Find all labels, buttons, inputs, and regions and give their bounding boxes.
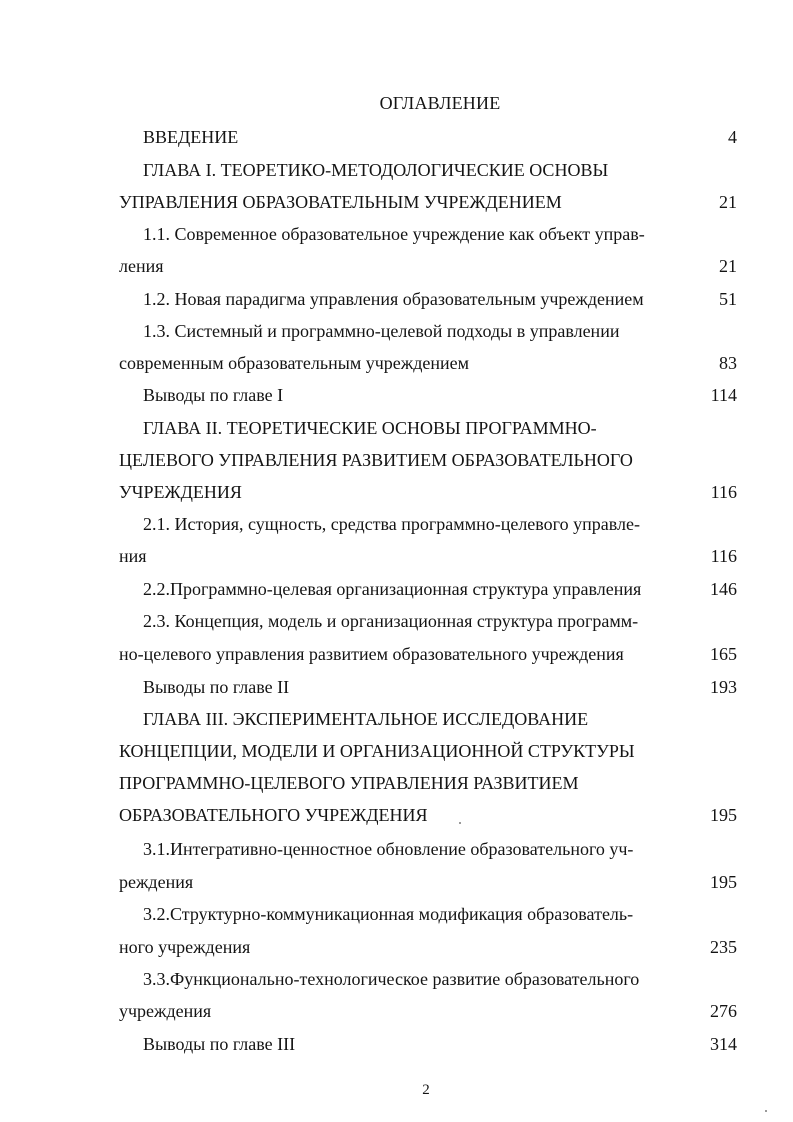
toc-line-section-3-2: 3.2.Структурно-коммуникационная модификация образователь-: [143, 904, 634, 924]
toc-line-section-1-3: 1.3. Системный и программно-целевой подходы в управлении: [143, 321, 620, 341]
toc-line-section-1-1: 1.1. Современное образовательное учреждение как объект управ-: [143, 224, 645, 244]
toc-page-number: 195: [710, 872, 737, 892]
toc-page-number: 21: [719, 192, 737, 212]
toc-line-section-2-2: 2.2.Программно-целевая организационная структура управления: [143, 579, 642, 599]
toc-page-number: 114: [710, 385, 737, 405]
toc-page-number: 195: [710, 805, 737, 825]
toc-line-chapter-3-cont2: ПРОГРАММНО-ЦЕЛЕВОГО УПРАВЛЕНИЯ РАЗВИТИЕМ: [119, 773, 579, 793]
toc-line-section-1-1-cont: ления: [119, 256, 164, 276]
toc-page-number: 116: [710, 546, 737, 566]
toc-page-number: 165: [710, 644, 737, 664]
page-title: ОГЛАВЛЕНИЕ: [379, 93, 501, 113]
toc-line-section-2-3: 2.3. Концепция, модель и организационная структура программ-: [143, 611, 639, 631]
toc-line-section-3-1-cont: реждения: [119, 872, 194, 892]
toc-line-section-1-2: 1.2. Новая парадигма управления образовательным учреждением: [143, 289, 644, 309]
toc-page-number: 235: [710, 937, 737, 957]
toc-line-chapter-2-cont: ЦЕЛЕВОГО УПРАВЛЕНИЯ РАЗВИТИЕМ ОБРАЗОВАТЕЛЬНОГО: [119, 450, 633, 470]
toc-page-number: 4: [728, 127, 737, 147]
toc-page-number: 21: [719, 256, 737, 276]
toc-page-number: 314: [710, 1034, 737, 1054]
toc-line-introduction: ВВЕДЕНИЕ: [143, 127, 239, 147]
toc-page-number: 51: [719, 289, 737, 309]
toc-line-chapter-3: ГЛАВА III. ЭКСПЕРИМЕНТАЛЬНОЕ ИССЛЕДОВАНИЕ: [143, 709, 589, 729]
toc-line-section-2-1-cont: ния: [119, 546, 147, 566]
toc-line-conclusions-3: Выводы по главе III: [143, 1034, 296, 1054]
toc-line-chapter-3-cont: КОНЦЕПЦИИ, МОДЕЛИ И ОРГАНИЗАЦИОННОЙ СТРУКТУРЫ: [119, 741, 635, 761]
toc-line-section-3-3-cont: учреждения: [119, 1001, 212, 1021]
toc-line-chapter-2-cont2: УЧРЕЖДЕНИЯ: [119, 482, 242, 502]
toc-line-section-3-1: 3.1.Интегративно-ценностное обновление образовательного уч-: [143, 839, 634, 859]
toc-line-section-2-3-cont: но-целевого управления развитием образовательного учреждения: [119, 644, 624, 664]
toc-line-section-1-3-cont: современным образовательным учреждением: [119, 353, 469, 373]
toc-line-conclusions-2: Выводы по главе II: [143, 677, 290, 697]
scan-speck: [765, 1110, 767, 1112]
toc-line-conclusions-1: Выводы по главе I: [143, 385, 284, 405]
toc-line-chapter-1-cont: УПРАВЛЕНИЯ ОБРАЗОВАТЕЛЬНЫМ УЧРЕЖДЕНИЕМ: [119, 192, 562, 212]
toc-page-number: 83: [719, 353, 737, 373]
scan-speck: [459, 822, 461, 824]
toc-line-section-3-2-cont: ного учреждения: [119, 937, 251, 957]
toc-line-chapter-1: ГЛАВА I. ТЕОРЕТИКО-МЕТОДОЛОГИЧЕСКИЕ ОСНОВЫ: [143, 160, 609, 180]
toc-line-section-3-3: 3.3.Функционально-технологическое развитие образовательного: [143, 969, 640, 989]
toc-page-number: 116: [710, 482, 737, 502]
toc-line-chapter-2: ГЛАВА II. ТЕОРЕТИЧЕСКИЕ ОСНОВЫ ПРОГРАММНО-: [143, 418, 597, 438]
page-number: 2: [422, 1082, 430, 1098]
toc-line-section-2-1: 2.1. История, сущность, средства программно-целевого управле-: [143, 514, 640, 534]
toc-line-chapter-3-cont3: ОБРАЗОВАТЕЛЬНОГО УЧРЕЖДЕНИЯ: [119, 805, 428, 825]
toc-page-number: 146: [710, 579, 737, 599]
toc-page-number: 276: [710, 1001, 737, 1021]
toc-page-number: 193: [710, 677, 737, 697]
